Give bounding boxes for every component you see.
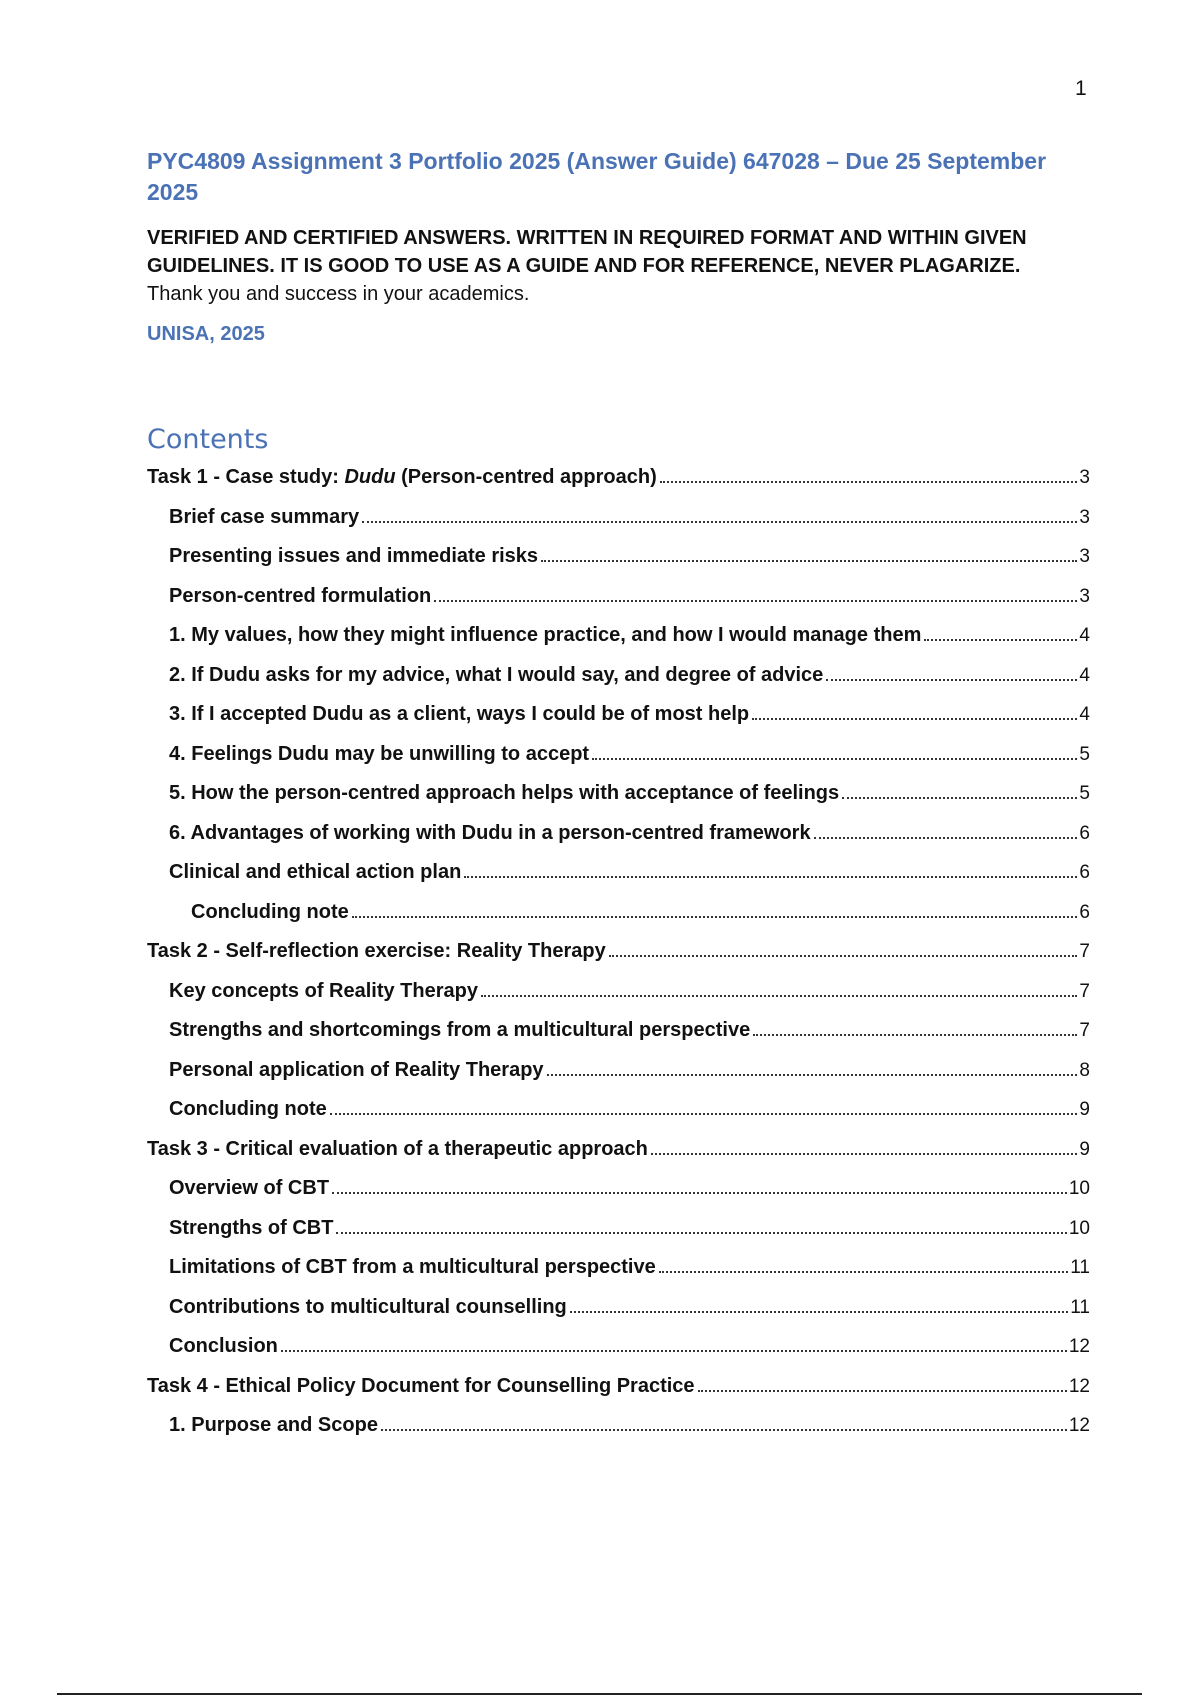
toc-entry-emphasis: Dudu xyxy=(344,466,396,488)
toc-entry[interactable] xyxy=(147,857,1090,897)
toc-entry-title xyxy=(169,778,839,808)
toc-entry-text: Task 2 - Self-reflection exercise: Reality Therapy xyxy=(147,940,606,962)
toc-dot-leader xyxy=(547,1073,1078,1076)
toc-entry-text: Task 3 - Critical evaluation of a therapeutic approach xyxy=(147,1137,648,1160)
toc-dot-leader xyxy=(434,599,1077,602)
toc-page-number: 12 xyxy=(1068,1336,1090,1357)
toc-page-number: 4 xyxy=(1079,704,1090,725)
toc-entry-text: Contributions to multicultural counselling xyxy=(169,1295,567,1318)
toc-dot-leader xyxy=(352,915,1078,918)
intro-bold-text: VERIFIED AND CERTIFIED ANSWERS. WRITTEN IN REQUIRED FORMAT AND WITHIN GIVEN GUIDELINES. IT IS GOOD TO USE AS A GUIDE AND FOR REFERENCE, NEVER PLAGARIZE. xyxy=(147,227,1027,277)
toc-dot-leader xyxy=(814,836,1078,839)
toc-entry[interactable] xyxy=(147,1252,1090,1292)
toc-entry-title xyxy=(169,1213,333,1243)
toc-entry-title xyxy=(169,1015,750,1045)
toc-entry[interactable] xyxy=(147,502,1090,542)
toc-entry-title xyxy=(169,1055,544,1085)
toc-dot-leader xyxy=(281,1349,1067,1352)
toc-dot-leader xyxy=(826,678,1077,681)
toc-entry-text: Personal application of Reality Therapy xyxy=(169,1058,544,1081)
table-of-contents xyxy=(147,462,1090,1450)
toc-entry[interactable] xyxy=(147,1410,1090,1450)
toc-page-number: 8 xyxy=(1079,1059,1090,1081)
toc-dot-leader xyxy=(362,520,1077,523)
toc-entry-text: 3. If I accepted Dudu as a client, ways I could be of most help xyxy=(169,703,750,725)
toc-entry-title xyxy=(169,581,431,611)
toc-entry-text: Concluding note xyxy=(191,900,349,923)
toc-entry[interactable] xyxy=(147,581,1090,621)
toc-entry-text: Task 1 - Case study: xyxy=(147,466,345,488)
toc-entry-text: Key concepts of Reality Therapy xyxy=(169,979,478,1002)
toc-entry[interactable] xyxy=(147,1371,1090,1411)
page-number: 1 xyxy=(1075,77,1087,100)
toc-page-number: 3 xyxy=(1079,546,1090,567)
toc-dot-leader xyxy=(330,1112,1078,1115)
toc-entry-title xyxy=(169,1331,278,1361)
toc-entry[interactable] xyxy=(147,778,1090,818)
toc-entry-text: Limitations of CBT from a multicultural perspective xyxy=(169,1256,656,1278)
toc-entry[interactable] xyxy=(147,1173,1090,1213)
toc-dot-leader xyxy=(592,757,1077,760)
toc-entry-title xyxy=(147,936,606,966)
toc-dot-leader xyxy=(842,796,1077,799)
toc-entry-suffix: (Person-centred approach) xyxy=(395,466,657,488)
toc-dot-leader xyxy=(752,717,1077,720)
toc-entry-text: 4. Feelings Dudu may be unwilling to accept xyxy=(169,742,590,765)
toc-dot-leader xyxy=(660,480,1078,483)
toc-entry-text: Presenting issues and immediate risks xyxy=(169,545,539,567)
toc-entry-text: Conclusion xyxy=(169,1335,278,1357)
toc-entry-title xyxy=(169,660,823,690)
toc-page-number: 5 xyxy=(1079,743,1090,765)
toc-entry-text: 5. How the person-centred approach helps with acceptance of feelings xyxy=(169,782,840,804)
toc-dot-leader xyxy=(753,1033,1077,1036)
toc-page-number: 3 xyxy=(1079,585,1090,607)
toc-entry-text: 1. My values, how they might influence practice, and how I would manage them xyxy=(169,624,922,646)
toc-entry[interactable] xyxy=(147,1015,1090,1055)
document-title: PYC4809 Assignment 3 Portfolio 2025 (Answer Guide) 647028 – Due 25 September 2025 xyxy=(147,148,1047,205)
toc-dot-leader xyxy=(570,1310,1069,1313)
toc-page-number: 10 xyxy=(1068,1178,1090,1199)
toc-entry[interactable] xyxy=(147,660,1090,700)
toc-entry-title xyxy=(147,1371,695,1401)
toc-entry-text: Strengths of CBT xyxy=(169,1216,334,1239)
toc-entry-title xyxy=(169,1292,567,1322)
footer-divider xyxy=(57,1693,1142,1695)
toc-entry[interactable] xyxy=(147,936,1090,976)
toc-entry-text: Concluding note xyxy=(169,1098,327,1120)
toc-page-number: 9 xyxy=(1079,1099,1090,1120)
organization-label: UNISA, 2025 xyxy=(147,323,265,345)
toc-entry-title xyxy=(169,1173,329,1203)
toc-dot-leader xyxy=(924,638,1077,641)
toc-page-number: 7 xyxy=(1079,980,1090,1002)
toc-entry-text: 6. Advantages of working with Dudu in a person-centred framework xyxy=(169,821,811,844)
toc-page-number: 3 xyxy=(1079,506,1090,528)
toc-entry-title xyxy=(169,1410,378,1440)
toc-entry[interactable] xyxy=(147,1134,1090,1174)
toc-entry-title xyxy=(169,976,478,1006)
toc-dot-leader xyxy=(336,1231,1066,1234)
toc-page-number: 12 xyxy=(1068,1375,1090,1397)
toc-entry[interactable] xyxy=(147,462,1090,502)
toc-page-number: 4 xyxy=(1079,625,1090,646)
toc-entry-text: 2. If Dudu asks for my advice, what I would say, and degree of advice xyxy=(169,663,824,686)
toc-entry[interactable] xyxy=(147,897,1090,937)
toc-entry[interactable] xyxy=(147,818,1090,858)
toc-page-number: 6 xyxy=(1079,822,1090,844)
toc-entry-title xyxy=(169,818,811,848)
toc-page-number: 6 xyxy=(1079,862,1090,883)
toc-page-number: 11 xyxy=(1070,1257,1090,1278)
toc-entry-title xyxy=(147,1134,648,1164)
toc-dot-leader xyxy=(332,1191,1067,1194)
toc-entry[interactable] xyxy=(147,1331,1090,1371)
toc-page-number: 9 xyxy=(1079,1138,1090,1160)
toc-page-number: 4 xyxy=(1079,664,1090,686)
toc-page-number: 6 xyxy=(1079,901,1090,923)
toc-dot-leader xyxy=(481,994,1077,997)
toc-page-number: 10 xyxy=(1068,1217,1090,1239)
toc-page-number: 12 xyxy=(1068,1415,1090,1436)
toc-entry-title xyxy=(169,620,921,650)
toc-entry-title xyxy=(169,541,538,571)
toc-entry[interactable] xyxy=(147,620,1090,660)
toc-entry[interactable] xyxy=(147,699,1090,739)
toc-entry-title xyxy=(169,739,589,769)
toc-entry-title xyxy=(169,699,749,729)
toc-page-number: 3 xyxy=(1079,467,1090,488)
toc-page-number: 7 xyxy=(1079,941,1090,962)
toc-dot-leader xyxy=(659,1270,1069,1273)
toc-entry-text: Task 4 - Ethical Policy Document for Counselling Practice xyxy=(147,1374,695,1397)
toc-entry[interactable] xyxy=(147,1094,1090,1134)
toc-entry-title xyxy=(169,1094,327,1124)
toc-entry-text: Person-centred formulation xyxy=(169,584,432,607)
toc-entry-text: Strengths and shortcomings from a multicultural perspective xyxy=(169,1019,751,1041)
toc-dot-leader xyxy=(698,1389,1067,1392)
toc-entry[interactable] xyxy=(147,541,1090,581)
toc-dot-leader xyxy=(381,1428,1067,1431)
toc-entry[interactable] xyxy=(147,739,1090,779)
toc-dot-leader xyxy=(651,1152,1078,1155)
toc-dot-leader xyxy=(609,954,1078,957)
toc-entry[interactable] xyxy=(147,1292,1090,1332)
toc-entry-title xyxy=(169,1252,656,1282)
toc-entry[interactable] xyxy=(147,1055,1090,1095)
toc-entry-title xyxy=(169,502,359,532)
toc-entry-text: Brief case summary xyxy=(169,505,360,528)
toc-entry[interactable] xyxy=(147,1213,1090,1253)
intro-paragraph xyxy=(147,224,1077,308)
toc-entry-title xyxy=(191,897,349,927)
intro-normal-text: Thank you and success in your academics. xyxy=(147,283,530,305)
toc-entry[interactable] xyxy=(147,976,1090,1016)
toc-page-number: 5 xyxy=(1079,783,1090,804)
toc-heading: Contents xyxy=(147,424,269,455)
toc-entry-text: 1. Purpose and Scope xyxy=(169,1414,378,1436)
toc-dot-leader xyxy=(541,559,1077,562)
toc-entry-text: Clinical and ethical action plan xyxy=(169,861,462,883)
toc-entry-title xyxy=(147,462,657,492)
toc-entry-title xyxy=(169,857,461,887)
toc-entry-text: Overview of CBT xyxy=(169,1177,330,1199)
toc-page-number: 11 xyxy=(1070,1296,1090,1318)
toc-page-number: 7 xyxy=(1079,1020,1090,1041)
toc-dot-leader xyxy=(464,875,1077,878)
